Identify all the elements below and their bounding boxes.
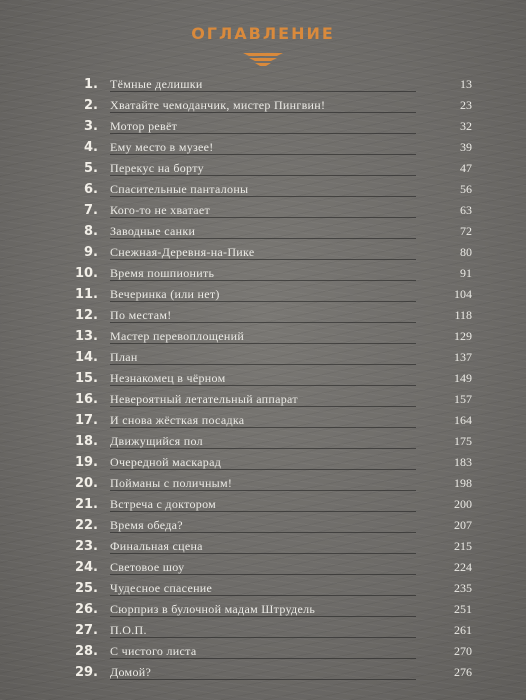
list-item[interactable] bbox=[0, 515, 526, 536]
leader-line bbox=[110, 616, 416, 617]
list-item[interactable] bbox=[0, 368, 526, 389]
leader-line bbox=[110, 637, 416, 638]
chapter-title-cell bbox=[110, 515, 416, 536]
list-item[interactable] bbox=[0, 431, 526, 452]
chapter-title: Чудесное спасение bbox=[110, 581, 213, 595]
chapter-number: 2. bbox=[84, 98, 98, 113]
chapter-title: Пойманы с поличным! bbox=[110, 476, 233, 490]
list-item[interactable] bbox=[0, 452, 526, 473]
leader-line bbox=[110, 175, 416, 176]
list-item[interactable] bbox=[0, 620, 526, 641]
chapter-number: 22. bbox=[74, 518, 98, 533]
chapter-page-number: 164 bbox=[454, 413, 472, 427]
chapter-title-cell bbox=[110, 431, 416, 452]
list-item[interactable] bbox=[0, 494, 526, 515]
chapter-title: Тёмные делишки bbox=[110, 77, 203, 91]
list-item[interactable] bbox=[0, 284, 526, 305]
chapter-title-cell bbox=[110, 620, 416, 641]
chapter-page-number: 91 bbox=[460, 266, 472, 280]
chapter-number: 13. bbox=[74, 329, 98, 344]
leader-line bbox=[110, 301, 416, 302]
list-item[interactable] bbox=[0, 557, 526, 578]
list-item[interactable] bbox=[0, 662, 526, 683]
leader-line bbox=[110, 658, 416, 659]
chapter-title: Невероятный летательный аппарат bbox=[110, 392, 298, 406]
chapter-title-cell bbox=[110, 200, 416, 221]
chapter-title-cell bbox=[110, 326, 416, 347]
list-item[interactable] bbox=[0, 116, 526, 137]
list-item[interactable] bbox=[0, 263, 526, 284]
chapter-title: Финальная сцена bbox=[110, 539, 203, 553]
list-item[interactable] bbox=[0, 137, 526, 158]
list-item[interactable] bbox=[0, 179, 526, 200]
leader-line bbox=[110, 238, 416, 239]
chapter-page-number: 175 bbox=[454, 434, 472, 448]
chapter-title: Мотор ревёт bbox=[110, 119, 178, 133]
leader-line bbox=[110, 364, 416, 365]
list-item[interactable] bbox=[0, 578, 526, 599]
chapter-title: Встреча с доктором bbox=[110, 497, 217, 511]
chapter-number: 17. bbox=[74, 413, 98, 428]
chapter-page-number: 80 bbox=[460, 245, 472, 259]
chapter-title: Домой? bbox=[110, 665, 152, 679]
chapter-title-cell bbox=[110, 158, 416, 179]
leader-line bbox=[110, 595, 416, 596]
list-item[interactable] bbox=[0, 242, 526, 263]
chapter-title: П.О.П. bbox=[110, 623, 147, 637]
chapter-title-cell bbox=[110, 284, 416, 305]
chapter-page-number: 129 bbox=[454, 329, 472, 343]
chapter-title: И снова жёсткая посадка bbox=[110, 413, 245, 427]
title-ornament-icon bbox=[233, 50, 293, 68]
list-item[interactable] bbox=[0, 641, 526, 662]
leader-line bbox=[110, 133, 416, 134]
chapter-page-number: 276 bbox=[454, 665, 472, 679]
leader-line bbox=[110, 385, 416, 386]
chapter-title: Спасительные панталоны bbox=[110, 182, 249, 196]
leader-line bbox=[110, 553, 416, 554]
leader-line bbox=[110, 322, 416, 323]
list-item[interactable] bbox=[0, 599, 526, 620]
chapter-page-number: 270 bbox=[454, 644, 472, 658]
chapter-page-number: 23 bbox=[460, 98, 472, 112]
chapter-title: Незнакомец в чёрном bbox=[110, 371, 226, 385]
chapter-title: Вечеринка (или нет) bbox=[110, 287, 220, 301]
leader-line bbox=[110, 448, 416, 449]
list-item[interactable] bbox=[0, 326, 526, 347]
list-item[interactable] bbox=[0, 158, 526, 179]
leader-line bbox=[110, 343, 416, 344]
chapter-title: Очередной маскарад bbox=[110, 455, 222, 469]
chapter-page-number: 13 bbox=[460, 77, 472, 91]
leader-line bbox=[110, 91, 416, 92]
list-item[interactable] bbox=[0, 95, 526, 116]
chapter-title-cell bbox=[110, 578, 416, 599]
chapter-title-cell bbox=[110, 494, 416, 515]
chapter-title: Заводные санки bbox=[110, 224, 196, 238]
chapter-title: Световое шоу bbox=[110, 560, 185, 574]
list-item[interactable] bbox=[0, 389, 526, 410]
chapter-page-number: 118 bbox=[454, 308, 472, 322]
leader-line bbox=[110, 154, 416, 155]
leader-line bbox=[110, 427, 416, 428]
chapter-number: 19. bbox=[74, 455, 98, 470]
chapter-title-cell bbox=[110, 137, 416, 158]
chapter-title: Сюрприз в булочной мадам Штрудель bbox=[110, 602, 316, 616]
chapter-number: 10. bbox=[74, 266, 98, 281]
chapter-title-cell bbox=[110, 263, 416, 284]
chapter-page-number: 104 bbox=[454, 287, 472, 301]
chapter-number: 26. bbox=[74, 602, 98, 617]
chapter-title-cell bbox=[110, 368, 416, 389]
chapter-title: План bbox=[110, 350, 138, 364]
chapter-number: 12. bbox=[74, 308, 98, 323]
chapter-number: 24. bbox=[74, 560, 98, 575]
chapter-page-number: 207 bbox=[454, 518, 472, 532]
chapter-number: 11. bbox=[74, 287, 98, 302]
leader-line bbox=[110, 217, 416, 218]
chapter-title-cell bbox=[110, 116, 416, 137]
chapter-number: 16. bbox=[74, 392, 98, 407]
chapter-page-number: 63 bbox=[460, 203, 472, 217]
chapter-title: Ему место в музее! bbox=[110, 140, 214, 154]
chapter-title: Время обеда? bbox=[110, 518, 183, 532]
chapter-title-cell bbox=[110, 452, 416, 473]
chapter-page-number: 200 bbox=[454, 497, 472, 511]
chapter-number: 4. bbox=[84, 140, 98, 155]
chapter-page-number: 198 bbox=[454, 476, 472, 490]
list-item[interactable] bbox=[0, 536, 526, 557]
chapter-page-number: 251 bbox=[454, 602, 472, 616]
chapter-page-number: 56 bbox=[460, 182, 472, 196]
chapter-title-cell bbox=[110, 557, 416, 578]
chapter-title-cell bbox=[110, 179, 416, 200]
chapter-number: 20. bbox=[74, 476, 98, 491]
chapter-number: 15. bbox=[74, 371, 98, 386]
chapter-number: 25. bbox=[74, 581, 98, 596]
chapter-title-cell bbox=[110, 536, 416, 557]
list-item[interactable] bbox=[0, 200, 526, 221]
leader-line bbox=[110, 259, 416, 260]
chapter-number: 21. bbox=[74, 497, 98, 512]
chapter-page-number: 47 bbox=[460, 161, 472, 175]
chapter-page-number: 137 bbox=[454, 350, 472, 364]
chapter-title: Хватайте чемоданчик, мистер Пингвин! bbox=[110, 98, 326, 112]
page-title: ОГЛАВЛЕНИЕ bbox=[191, 24, 335, 43]
chapter-title: С чистого листа bbox=[110, 644, 197, 658]
chapter-title-cell bbox=[110, 473, 416, 494]
leader-line bbox=[110, 532, 416, 533]
chapter-title-cell bbox=[110, 221, 416, 242]
chapter-number: 1. bbox=[84, 77, 98, 92]
leader-line bbox=[110, 574, 416, 575]
list-item[interactable] bbox=[0, 221, 526, 242]
chapter-title-cell bbox=[110, 95, 416, 116]
chapter-number: 18. bbox=[74, 434, 98, 449]
leader-line bbox=[110, 469, 416, 470]
chapter-page-number: 157 bbox=[454, 392, 472, 406]
chapter-page-number: 235 bbox=[454, 581, 472, 595]
chapter-title: Время пошпионить bbox=[110, 266, 215, 280]
list-item[interactable] bbox=[0, 410, 526, 431]
chapter-page-number: 183 bbox=[454, 455, 472, 469]
chapter-title-cell bbox=[110, 410, 416, 431]
chapter-page-number: 224 bbox=[454, 560, 472, 574]
chapter-title-cell bbox=[110, 242, 416, 263]
list-item[interactable] bbox=[0, 473, 526, 494]
chapter-title-cell bbox=[110, 599, 416, 620]
chapter-title-cell bbox=[110, 305, 416, 326]
chapter-title-cell bbox=[110, 389, 416, 410]
chapter-page-number: 215 bbox=[454, 539, 472, 553]
chapter-number: 8. bbox=[84, 224, 98, 239]
chapter-title: По местам! bbox=[110, 308, 172, 322]
list-item[interactable] bbox=[0, 74, 526, 95]
chapter-number: 27. bbox=[74, 623, 98, 638]
leader-line bbox=[110, 490, 416, 491]
leader-line bbox=[110, 112, 416, 113]
chapter-number: 23. bbox=[74, 539, 98, 554]
chapter-number: 5. bbox=[84, 161, 98, 176]
chapter-title-cell bbox=[110, 347, 416, 368]
chapter-number: 6. bbox=[84, 182, 98, 197]
list-item[interactable] bbox=[0, 305, 526, 326]
list-item[interactable] bbox=[0, 347, 526, 368]
chapter-number: 9. bbox=[84, 245, 98, 260]
chapter-title: Кого-то не хватает bbox=[110, 203, 211, 217]
chapter-page-number: 261 bbox=[454, 623, 472, 637]
chapter-title-cell bbox=[110, 662, 416, 683]
chapter-page-number: 72 bbox=[460, 224, 472, 238]
leader-line bbox=[110, 280, 416, 281]
chapter-page-number: 32 bbox=[460, 119, 472, 133]
chapter-title: Снежная-Деревня-на-Пике bbox=[110, 245, 255, 259]
chapter-title: Движущийся пол bbox=[110, 434, 203, 448]
chapter-number: 29. bbox=[74, 665, 98, 680]
chapter-title-cell bbox=[110, 74, 416, 95]
chapter-page-number: 39 bbox=[460, 140, 472, 154]
chapter-title-cell bbox=[110, 641, 416, 662]
chapter-title: Мастер перевоплощений bbox=[110, 329, 245, 343]
chapter-title: Перекус на борту bbox=[110, 161, 204, 175]
chapter-number: 14. bbox=[74, 350, 98, 365]
leader-line bbox=[110, 406, 416, 407]
chapter-number: 7. bbox=[84, 203, 98, 218]
chapter-number: 3. bbox=[84, 119, 98, 134]
leader-line bbox=[110, 511, 416, 512]
chapter-number: 28. bbox=[74, 644, 98, 659]
leader-line bbox=[110, 196, 416, 197]
leader-line bbox=[110, 679, 416, 680]
chapter-page-number: 149 bbox=[454, 371, 472, 385]
